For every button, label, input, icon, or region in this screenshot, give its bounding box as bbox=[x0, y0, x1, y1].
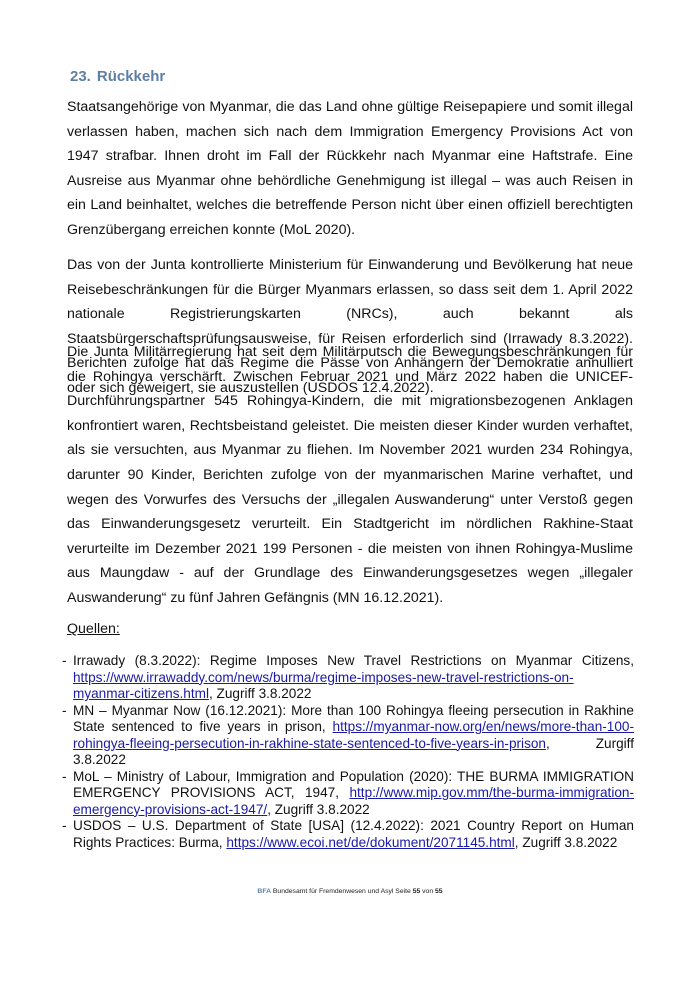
source-access: , Zugriff 3.8.2022 bbox=[514, 834, 618, 850]
page-footer bbox=[0, 888, 700, 895]
source-text: Irrawady (8.3.2022): Regime Imposes New Travel Restrictions on Myanmar Citizens, bbox=[73, 653, 634, 668]
source-access: , Zugriff 3.8.2022 bbox=[208, 686, 312, 701]
paragraph: Das von der Junta kontrollierte Ministerium für Einwanderung und Bevölkerung hat neue Reisebeschränkungen für die Bürger Myanmars erlassen, so dass seit dem 1. April 2022 nationale Registrierungskarten (NRCs), auch bekannt als Staatsbürgerschaftsprüfungsausweise, für Reisen erforderlich sind (Irrawady 8.3.2022). Berichten zufolge hat das Regime die Pässe von Anhängern der Demokratie annulliert oder sich geweigert, sie auszustellen (USDOS 12.4.2022). bbox=[67, 257, 633, 396]
source-link[interactable]: https://www.irrawaddy.com/news/burma/regime-imposes-new-travel-restrictions-on-myanmar-citizens.html bbox=[73, 669, 574, 701]
paragraph: Die Junta Militärregierung hat seit dem Militärputsch die Bewegungsbeschränkungen für die Rohingya verschärft. Zwischen Februar 2021 und März 2022 haben die UNICEF-Durchführungspartner 545 Rohingya-Kindern, die mit migrationsbezogenen Anklagen konfrontiert waren, Rechtsbeistand geleistet. Die meisten dieser Kinder wurden verhaftet, als sie versuchten, aus Myanmar zu fliehen. Im November 2021 wurden 234 Rohingya, darunter 90 Kinder, Berichten zufolge von der myanmarischen Marine verhaftet, und wegen des Vorwurfes des Versuchs der „illegalen Auswanderung“ unter Verstoß gegen das Einwanderungsgesetz verurteilt. Ein Stadtgericht im nördlichen Rakhine-Staat verurteilte im Dezember 2021 199 Personen - die meisten von ihnen Rohingya-Muslime aus Maungdaw - auf der Grundlage des Einwanderungsgesetzes wegen „illegaler Auswanderung“ zu fünf Jahren Gefängnis (MN 16.12.2021). bbox=[67, 344, 633, 606]
source-text: MoL – Ministry of Labour, Immigration and Population (2020): THE BURMA IMMIGRATION EMERGENCY PROVISIONS ACT, 1947, bbox=[73, 768, 634, 800]
source-link[interactable]: http://www.mip.gov.mm/the-burma-immigration-emergency-provisions-act-1947/ bbox=[73, 785, 634, 817]
footer-page: 55 bbox=[412, 888, 421, 895]
footer-total: 55 bbox=[435, 888, 443, 895]
source-item bbox=[62, 653, 634, 703]
footer-brand: BFA bbox=[257, 888, 272, 895]
source-item bbox=[62, 769, 634, 819]
sources-list bbox=[62, 653, 634, 851]
bullet-dash: - bbox=[62, 702, 67, 718]
source-access: , Zurgiff 3.8.2022 bbox=[73, 735, 634, 767]
sources-heading: Quellen: bbox=[67, 621, 120, 637]
footer-org: Bundesamt für Fremdenwesen und Asyl Seite bbox=[271, 888, 413, 895]
source-link[interactable]: https://myanmar-now.org/en/news/more-than-100-rohingya-fleeing-persecution-in-rakhine-state-sentenced-to-five-years-in-prison bbox=[73, 719, 634, 751]
bullet-dash: - bbox=[62, 768, 67, 784]
section-title: Rückkehr bbox=[96, 68, 166, 85]
section-number: 23. bbox=[70, 68, 91, 85]
bullet-dash: - bbox=[62, 818, 67, 833]
source-access: , Zugriff 3.8.2022 bbox=[267, 801, 370, 817]
paragraph: Staatsangehörige von Myanmar, die das Land ohne gültige Reisepapiere und somit illegal verlassen haben, machen sich nach dem Immigration Emergency Provisions Act von 1947 strafbar. Ihnen droht im Fall der Rückkehr nach Myanmar eine Haftstrafe. Eine Ausreise aus Myanmar ohne behördliche Genehmigung ist illegal – was auch Reisen in ein Land beinhaltet, welches die betreffende Person nicht über einen offiziell berechtigten Grenzübergang erreichen konnte (MoL 2020). bbox=[67, 99, 633, 238]
section-heading bbox=[70, 68, 171, 85]
source-text: USDOS – U.S. Department of State [USA] (12.4.2022): 2021 Country Report on Human Rights Practices: Burma, bbox=[73, 818, 634, 850]
source-item bbox=[62, 703, 634, 769]
source-text: MN – Myanmar Now (16.12.2021): More than 100 Rohingya fleeing persecution in Rakhine State sentenced to five years in prison, bbox=[73, 702, 634, 734]
source-link[interactable]: https://www.ecoi.net/de/dokument/2071145.html bbox=[226, 834, 515, 850]
bullet-dash: - bbox=[62, 653, 67, 668]
source-item bbox=[62, 818, 634, 851]
footer-of: von bbox=[420, 888, 436, 895]
